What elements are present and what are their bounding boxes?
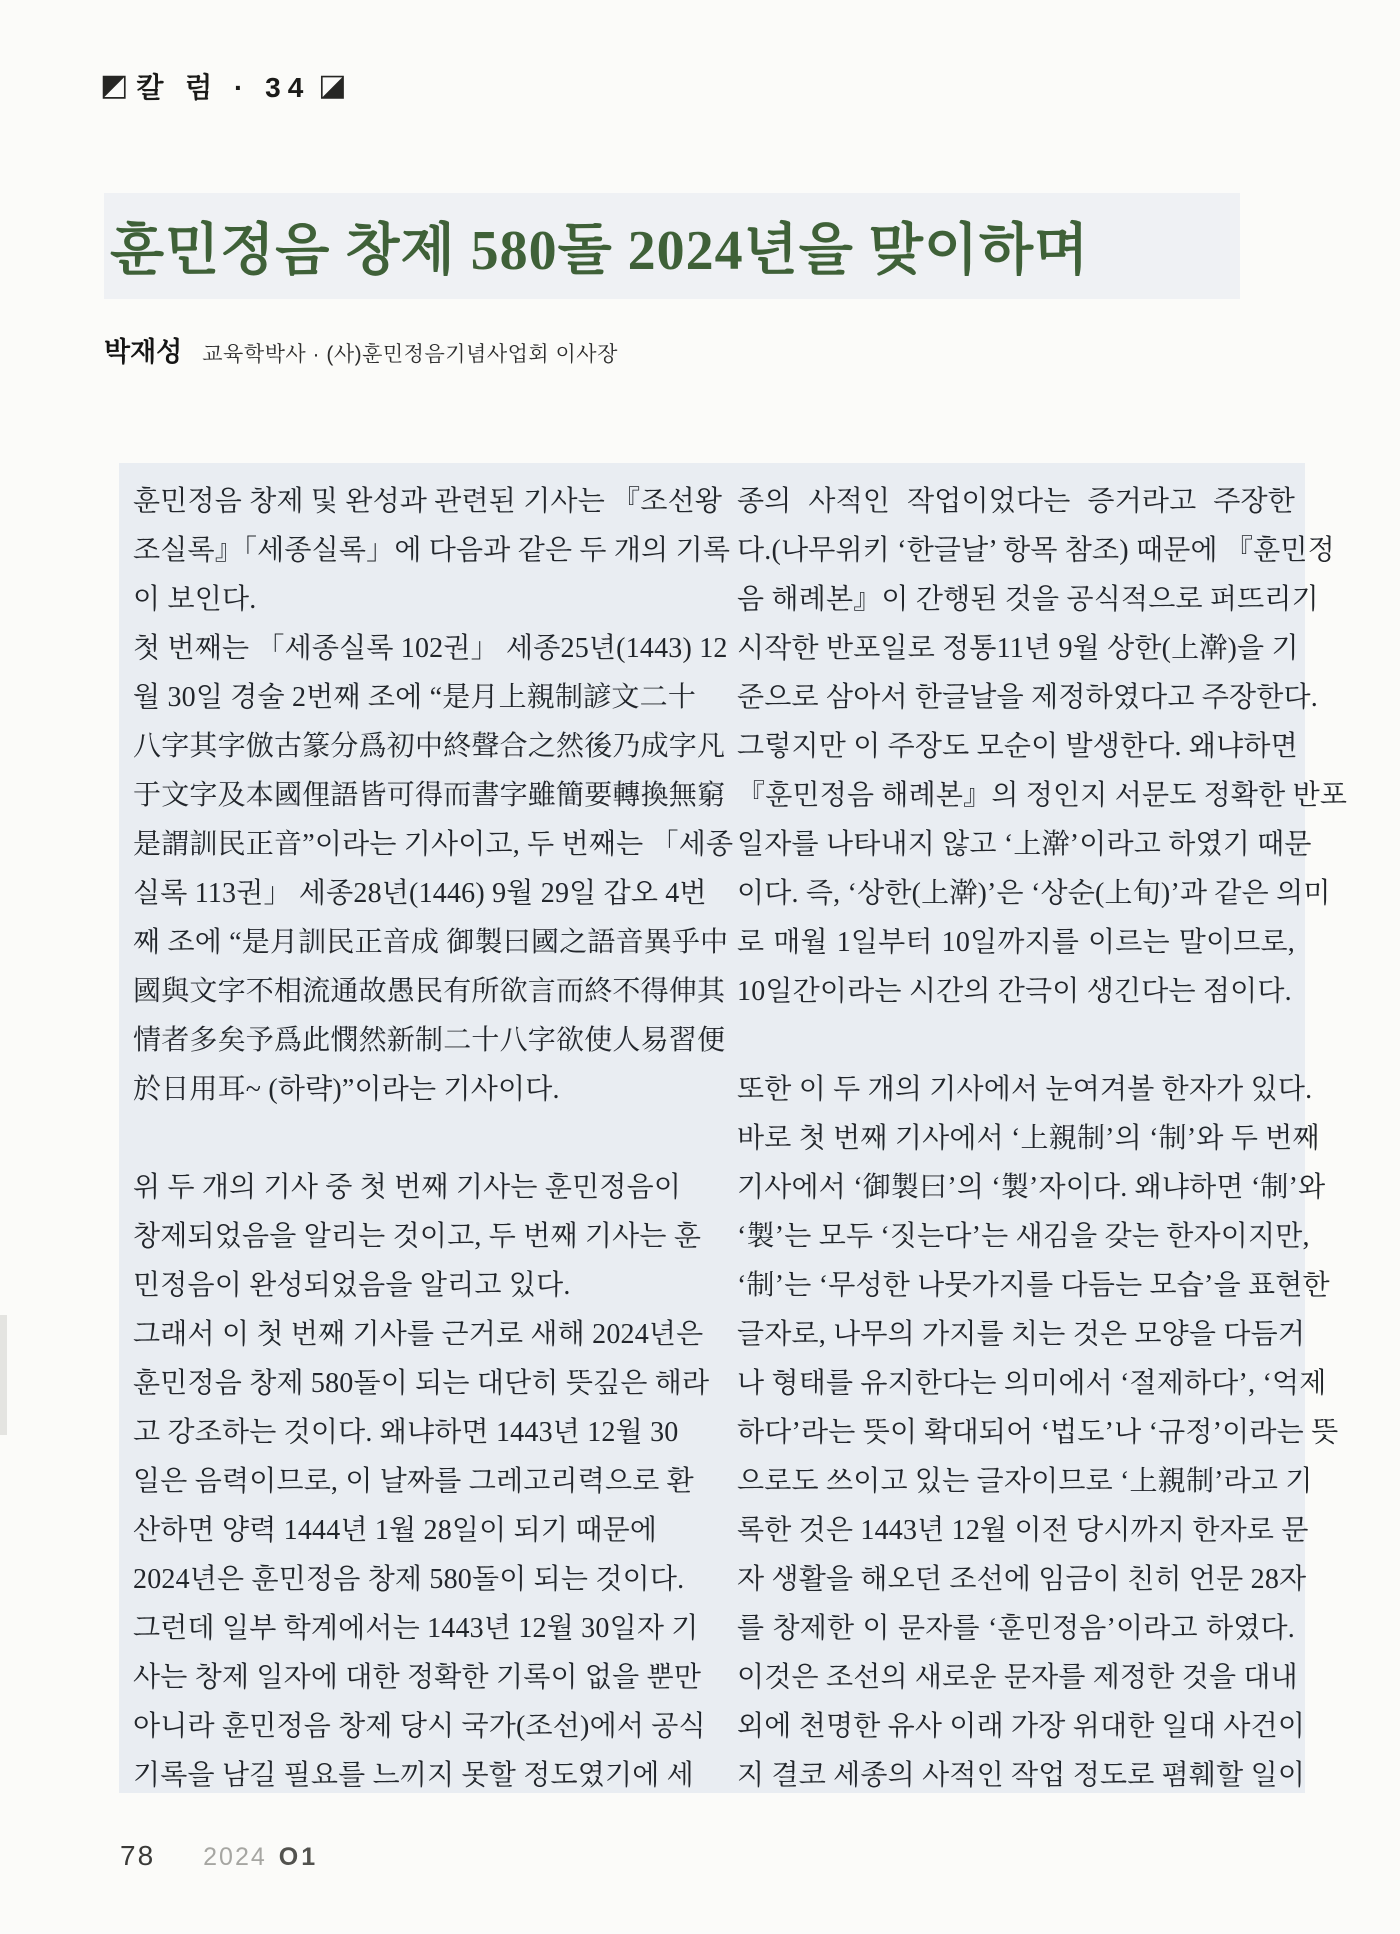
text-line: 그런데 일부 학계에서는 1443년 12월 30일자 기 [133, 1613, 699, 1644]
text-column-right [737, 477, 1348, 1800]
text-line: 이 보인다. [133, 584, 257, 615]
text-line: ‘製’는 모두 ‘짓는다’는 새김을 갖는 한자이지만, [737, 1221, 1310, 1252]
text-line: 기록을 남길 필요를 느끼지 못할 정도였기에 세 [133, 1760, 694, 1791]
text-line: 첫 번째는 「세종실록 102권」 세종25년(1443) 12 [133, 633, 728, 664]
text-line: 로 매월 1일부터 10일까지를 이르는 말이므로, [737, 927, 1295, 958]
issue-month: O1 [278, 1843, 319, 1871]
text-line: 민정음이 완성되었음을 알리고 있다. [133, 1270, 571, 1301]
text-line: 월 30일 경술 2번째 조에 “是月上親制諺文二十 [133, 682, 697, 713]
scan-edge-artifact [0, 1315, 7, 1435]
text-line: 國與文字不相流通故愚民有所欲言而終不得伸其 [133, 976, 726, 1007]
text-line: 고 강조하는 것이다. 왜냐하면 1443년 12월 30 [133, 1417, 679, 1448]
text-line: 일은 음력이므로, 이 날짜를 그레고리력으로 환 [133, 1466, 694, 1497]
text-line: 그렇지만 이 주장도 모순이 발생한다. 왜냐하면 [737, 731, 1298, 762]
text-line: 10일간이라는 시간의 간극이 생긴다는 점이다. [737, 976, 1292, 1007]
column-badge-label: 칼 럼 · 34 [136, 72, 311, 103]
ornament-left-icon: ◩ [100, 69, 129, 102]
text-line: 于文字及本國俚語皆可得而書字雖簡要轉換無窮 [133, 780, 726, 811]
text-line: 일자를 나타내지 않고 ‘上澣’이라고 하였기 때문 [737, 829, 1312, 860]
text-line: 2024년은 훈민정음 창제 580돌이 되는 것이다. [133, 1564, 685, 1595]
text-line: 지 결코 세종의 사적인 작업 정도로 폄훼할 일이 [737, 1760, 1306, 1791]
text-line: 훈민정음 창제 580돌이 되는 대단히 뜻깊은 해라 [133, 1368, 710, 1399]
text-column-left [133, 477, 734, 1800]
article-title-box [104, 193, 1240, 299]
text-line: ‘制’는 ‘무성한 나뭇가지를 다듬는 모습’을 표현한 [737, 1270, 1330, 1301]
text-line: 위 두 개의 기사 중 첫 번째 기사는 훈민정음이 [133, 1172, 682, 1203]
text-line: 째 조에 “是月訓民正音成 御製曰國之語音異乎中 [133, 927, 729, 958]
text-line: 八字其字倣古篆分爲初中終聲合之然後乃成字凡 [133, 731, 726, 762]
text-line: 자 생활을 해오던 조선에 임금이 친히 언문 28자 [737, 1564, 1307, 1595]
text-line: 情者多矣予爲此憫然新制二十八字欲使人易習便 [133, 1025, 726, 1056]
article-body-panel [119, 463, 1348, 1793]
text-line [737, 1016, 1295, 1065]
byline [104, 330, 618, 369]
text-line: 또한 이 두 개의 기사에서 눈여겨볼 한자가 있다. [737, 1074, 1313, 1105]
text-line: 是謂訓民正音”이라는 기사이고, 두 번째는 「세종 [133, 829, 734, 860]
text-line: 이다. 즉, ‘상한(上澣)’은 ‘상순(上旬)’과 같은 의미 [737, 878, 1331, 909]
column-badge [100, 66, 347, 106]
text-line: 하다’라는 뜻이 확대되어 ‘법도’나 ‘규정’이라는 뜻 [737, 1417, 1339, 1448]
text-line: 산하면 양력 1444년 1월 28일이 되기 때문에 [133, 1515, 658, 1546]
text-line: 그래서 이 첫 번째 기사를 근거로 새해 2024년은 [133, 1319, 704, 1350]
text-line: 록한 것은 1443년 12월 이전 당시까지 한자로 문 [737, 1515, 1309, 1546]
text-line: 창제되었음을 알리는 것이고, 두 번째 기사는 훈 [133, 1221, 702, 1252]
author-credentials: 교육학박사 · (사)훈민정음기념사업회 이사장 [202, 343, 618, 366]
text-line: 다.(나무위키 ‘한글날’ 항목 참조) 때문에 『훈민정 [737, 535, 1335, 566]
text-line: 『훈민정음 해례본』의 정인지 서문도 정확한 반포 [737, 780, 1348, 811]
text-line: 바로 첫 번째 기사에서 ‘上親制’의 ‘制’와 두 번째 [737, 1123, 1320, 1154]
issue-year: 2024 [203, 1843, 267, 1871]
text-line: 실록 113권」 세종28년(1446) 9월 29일 갑오 4번 [133, 878, 707, 909]
text-line: 조실록』「세종실록」에 다음과 같은 두 개의 기록 [133, 535, 731, 566]
text-line: 기사에서 ‘御製曰’의 ‘製’자이다. 왜냐하면 ‘制’와 [737, 1172, 1326, 1203]
text-line: 於日用耳~ (하략)”이라는 기사이다. [133, 1074, 560, 1105]
text-line: 음 해례본』이 간행된 것을 공식적으로 퍼뜨리기 [737, 584, 1319, 615]
text-line: 이것은 조선의 새로운 문자를 제정한 것을 대내 [737, 1662, 1298, 1693]
page-number: 78 [120, 1840, 156, 1871]
text-line: 사는 창제 일자에 대한 정확한 기록이 없을 뿐만 [133, 1662, 702, 1693]
text-line: 글자로, 나무의 가지를 치는 것은 모양을 다듬거 [737, 1319, 1306, 1350]
text-line: 외에 천명한 유사 이래 가장 위대한 일대 사건이 [737, 1711, 1306, 1742]
page-footer [120, 1840, 318, 1872]
text-line [133, 1114, 653, 1163]
text-line: 나 형태를 유지한다는 의미에서 ‘절제하다’, ‘억제 [737, 1368, 1327, 1399]
text-line: 시작한 반포일로 정통11년 9월 상한(上澣)을 기 [737, 633, 1299, 664]
text-line: 를 창제한 이 문자를 ‘훈민정음’이라고 하였다. [737, 1613, 1295, 1644]
article-title: 훈민정음 창제 580돌 2024년을 맞이하며 [110, 220, 1090, 282]
text-line: 준으로 삼아서 한글날을 제정하였다고 주장한다. [737, 682, 1318, 713]
text-line: 으로도 쓰이고 있는 글자이므로 ‘上親制’라고 기 [737, 1466, 1313, 1497]
text-line: 종의 사적인 작업이었다는 증거라고 주장한 [737, 486, 1295, 517]
ornament-right-icon: ◪ [318, 69, 347, 102]
text-line: 훈민정음 창제 및 완성과 관련된 기사는 『조선왕 [133, 486, 723, 517]
text-line: 아니라 훈민정음 창제 당시 국가(조선)에서 공식 [133, 1711, 706, 1742]
author-name: 박재성 [104, 337, 183, 367]
